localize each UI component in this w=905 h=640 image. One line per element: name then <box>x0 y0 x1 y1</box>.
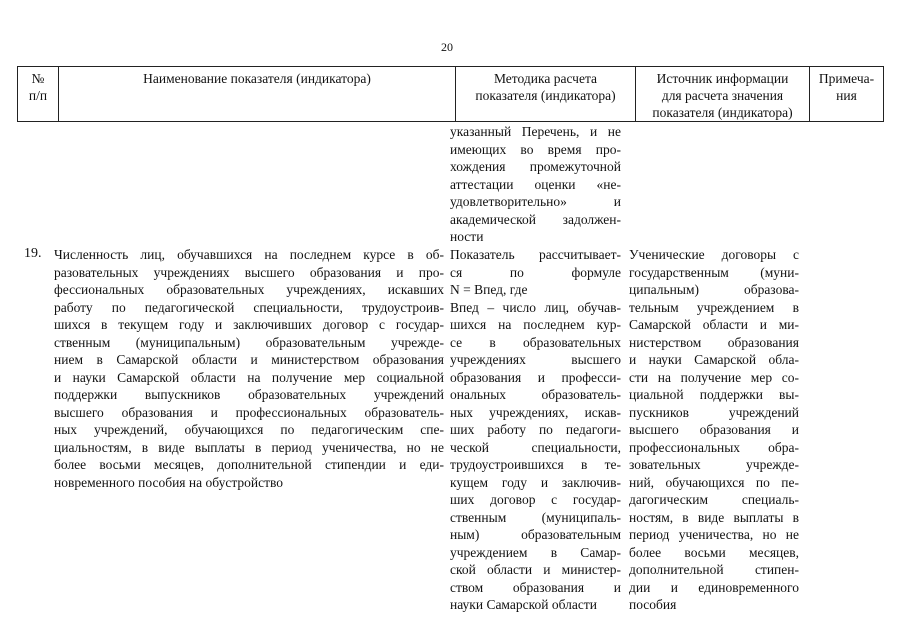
text-line: ных учреждениях, искав- <box>450 404 621 420</box>
text-line: ности <box>450 229 484 244</box>
text-line: шихся на последнем кур- <box>450 317 621 332</box>
text-line: академической задолжен- <box>450 211 621 227</box>
text-line: работу по педагогической специальности, трудоустроив- <box>54 299 444 315</box>
text-line: имеющих во время про- <box>450 141 621 157</box>
text-line: высшего образования и профессиональных образователь- <box>54 404 444 420</box>
text-line: государственным (муни- <box>629 264 799 280</box>
text-line: тельным учреждением в <box>629 299 799 315</box>
text-line: ших договор с государ- <box>450 492 621 507</box>
text-line: разовательных учреждениях высшего образования и про- <box>54 264 444 280</box>
header-method-cell <box>456 67 636 122</box>
information-source <box>629 246 799 614</box>
text-line: учреждением в Самар- <box>450 544 621 560</box>
text-line: ственным (муниципаль- <box>450 509 621 525</box>
page-number: 20 <box>441 40 453 54</box>
text-line: ством образования и <box>450 579 621 595</box>
text-line: ным) образовательным <box>450 527 621 542</box>
text-line: удовлетворительно» и <box>450 194 621 209</box>
text-line: дагогическим специаль- <box>629 492 799 507</box>
text-line: поддержки выпускников образовательных учреждений <box>54 387 444 402</box>
text-line: учреждениях высшего <box>450 352 621 367</box>
header-name-cell <box>59 67 456 122</box>
text-line: период ученичества, но не <box>629 527 799 542</box>
text-line: дополнительной стипен- <box>629 562 799 577</box>
text-line: ональных образователь- <box>450 387 621 402</box>
text-line: ческой специальности, <box>450 439 621 455</box>
table-header <box>17 66 884 122</box>
text-line: и науки Самарской обла- <box>629 352 799 367</box>
text-line: ственным (муниципальным) образовательным учрежде- <box>54 334 444 350</box>
text-line: ся по формуле <box>450 264 621 280</box>
text-line: науки Самарской области <box>450 597 597 612</box>
header-method: Методика расчета показателя (индикатора) <box>475 71 616 103</box>
text-line: ных учреждений, обучающихся по педагогическим спе- <box>54 422 444 437</box>
header-num: № п/п <box>28 71 48 103</box>
text-line: зовательных учрежде- <box>629 457 799 472</box>
text-line: новременного пособия на обустройство <box>54 474 284 490</box>
text-line: кущем году и заключив- <box>450 474 621 490</box>
text-line: трудоустроившихся в те- <box>450 457 621 472</box>
text-line: Ученические договоры с <box>629 247 799 262</box>
header-num-cell <box>18 67 59 122</box>
header-note-cell <box>810 67 884 122</box>
calculation-method <box>450 246 621 614</box>
text-line: фессиональных образовательных учреждениях, искавших <box>54 282 444 297</box>
header-source-cell <box>636 67 810 122</box>
text-line: сти на получение мер со- <box>629 369 799 385</box>
text-line: пускников учреждений <box>629 404 799 420</box>
text-line: ностям, в виде выплаты в <box>629 509 799 525</box>
continued-method-text <box>450 123 621 246</box>
text-line: Численность лиц, обучавшихся на последнем курсе в об- <box>54 247 444 262</box>
formula-line: N = Bпед, где <box>450 282 528 297</box>
text-line: Bпед – число лиц, обучав- <box>450 299 621 315</box>
text-line: ципальным) образова- <box>629 282 799 297</box>
text-line: высшего образования и <box>629 422 799 437</box>
header-source: Источник информации для расчета значения показателя (индикатора) <box>652 71 793 120</box>
text-line: пособия <box>629 597 677 612</box>
text-line: и науки Самарской области на получение мер социальной <box>54 369 444 385</box>
text-line: образования и професси- <box>450 369 621 385</box>
text-line: се в образовательных <box>450 334 621 350</box>
text-line: циальностям, в виде выплаты в период ученичества, но не <box>54 439 444 455</box>
text-line: профессиональных обра- <box>629 439 799 455</box>
text-line: Показатель рассчитывает- <box>450 247 621 262</box>
text-line: ших работу по педагоги- <box>450 422 621 437</box>
text-line: шихся в текущем году и заключивших договор с государ- <box>54 317 444 332</box>
text-line: нием в Самарской области и министерством образования <box>54 352 444 367</box>
text-line: указанный Перечень, и не <box>450 124 621 139</box>
text-line: циальной поддержки вы- <box>629 387 799 402</box>
text-line: аттестации оценки «не- <box>450 176 621 192</box>
text-line: более восьми месяцев, дополнительной стипендии и еди- <box>54 457 444 472</box>
header-name: Наименование показателя (индикатора) <box>143 71 371 86</box>
text-line: ний, обучающихся по пе- <box>629 474 799 490</box>
indicator-name <box>54 246 444 491</box>
text-line: Самарской области и ми- <box>629 317 799 332</box>
row-number: 19. <box>24 246 42 261</box>
text-line: более восьми месяцев, <box>629 544 799 560</box>
text-line: хождения промежуточной <box>450 159 621 174</box>
text-line: нистерством образования <box>629 334 799 350</box>
text-line: дии и единовременного <box>629 579 799 595</box>
header-note: Примеча- ния <box>818 71 875 103</box>
text-line: ской области и министер- <box>450 562 621 577</box>
